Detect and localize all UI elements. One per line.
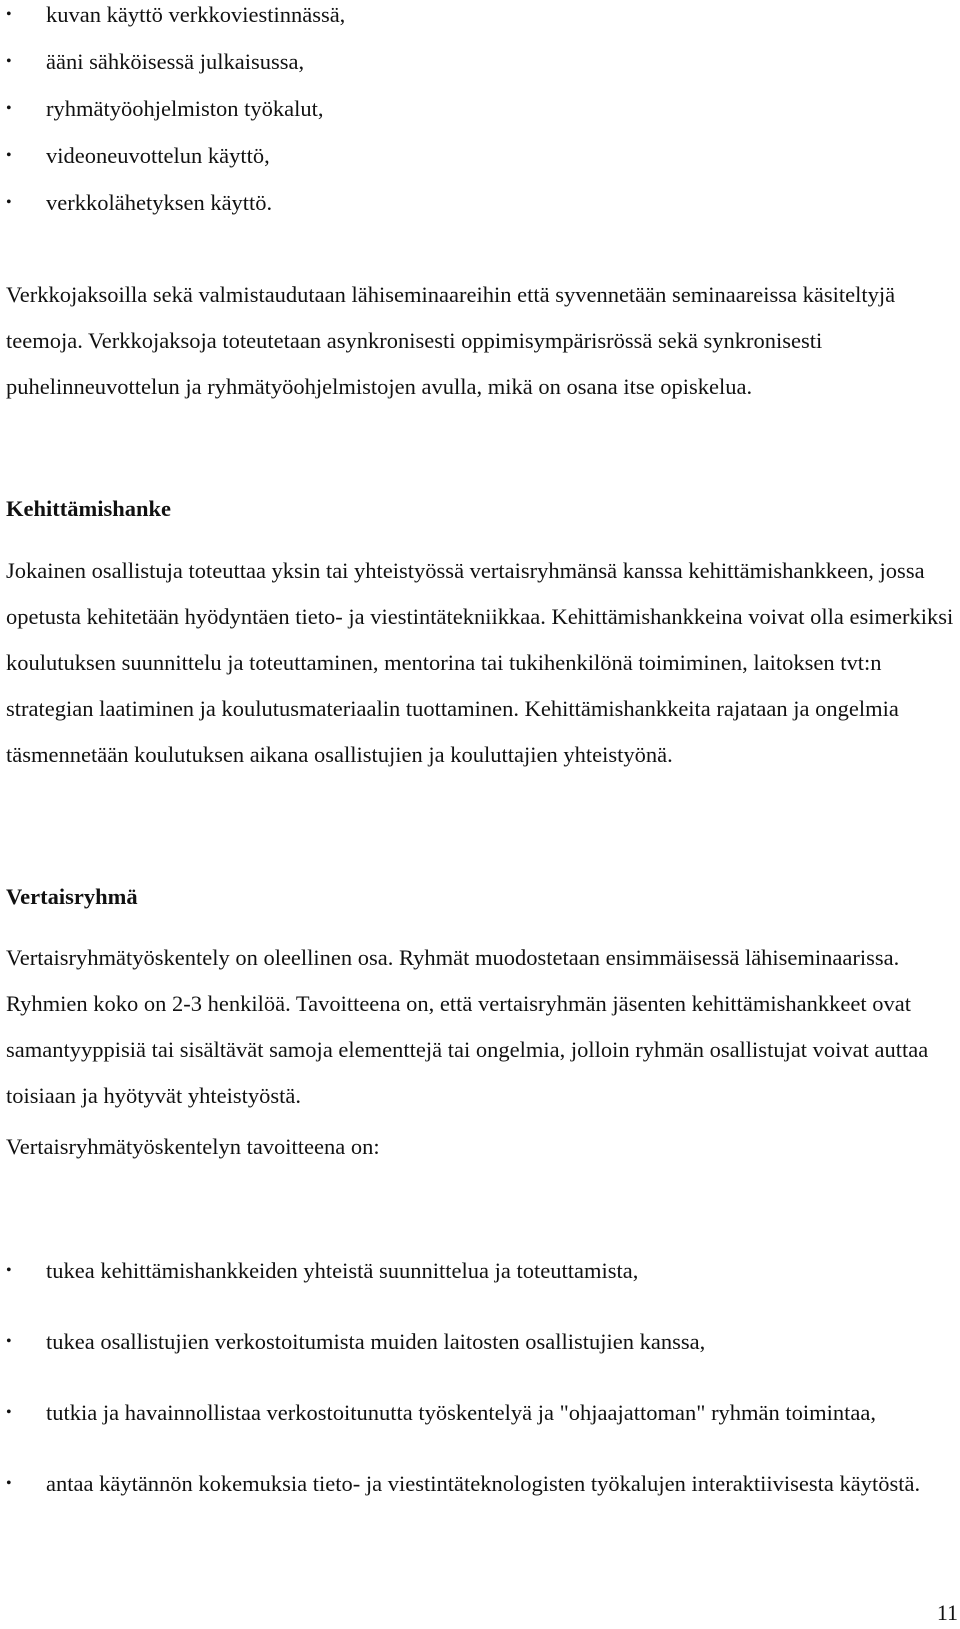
bullet-icon: • xyxy=(6,147,12,164)
bullet-icon: • xyxy=(6,1262,12,1279)
goals-bullet-list xyxy=(6,1247,936,1507)
bullet-icon: • xyxy=(6,53,12,70)
bullet-icon: • xyxy=(6,100,12,117)
bullet-icon: • xyxy=(6,1475,12,1492)
heading-kehittamishanke: Kehittämishanke xyxy=(6,496,172,521)
list-item: • tukea kehittämishankkeiden yhteistä suunnittelua ja toteuttamista, xyxy=(6,1247,936,1294)
bullet-icon: • xyxy=(6,1333,12,1350)
page-number: 11 xyxy=(936,1600,958,1625)
list-item: • kuvan käyttö verkkoviestinnässä, xyxy=(6,0,936,38)
paragraph-vertaisryhma: Vertaisryhmätyöskentely on oleellinen osa. Ryhmät muodostetaan ensimmäisessä lähiseminaarissa. Ryhmien koko on 2-3 henkilöä. Tavoitteena on, että vertaisryhmän jäsenten kehittämishankkeet ovat samantyyppisiä tai sisältävät samoja elementtejä tai ongelmia, jolloin ryhmän osallistujat voivat auttaa toisiaan ja hyötyvät yhteistyöstä. xyxy=(6,945,929,1108)
list-item: • antaa käytännön kokemuksia tieto- ja viestintäteknologisten työkalujen interaktiivisesta käytöstä. xyxy=(6,1460,936,1507)
list-item: • ryhmätyöohjelmiston työkalut, xyxy=(6,85,936,132)
list-item: • videoneuvottelun käyttö, xyxy=(6,132,936,179)
list-item: • tutkia ja havainnollistaa verkostoitunutta työskentelyä ja "ohjaajattoman" ryhmän toimintaa, xyxy=(6,1389,936,1436)
bullet-icon: • xyxy=(6,194,12,211)
list-item: • verkkolähetyksen käyttö. xyxy=(6,179,936,226)
bullet-icon: • xyxy=(6,6,12,23)
list-item: • ääni sähköisessä julkaisussa, xyxy=(6,38,936,85)
paragraph-tavoitteet-intro: Vertaisryhmätyöskentelyn tavoitteena on: xyxy=(6,1134,380,1159)
paragraph-kehittamishanke: Jokainen osallistuja toteuttaa yksin tai yhteistyössä vertaisryhmänsä kanssa kehittämishankkeen, jossa opetusta kehitetään hyödyntäen tieto- ja viestintätekniikkaa. Kehittämishankkeina voivat olla esimerkiksi koulutuksen suunnittelu ja toteuttaminen, mentorina tai tukihenkilönä toimiminen, laitoksen tvt:n strategian laatiminen ja koulutusmateriaalin tuottaminen. Kehittämishankkeita rajataan ja ongelmia täsmennetään koulutuksen aikana osallistujien ja kouluttajien yhteistyönä. xyxy=(6,558,954,767)
list-item: • tukea osallistujien verkostoitumista muiden laitosten osallistujien kanssa, xyxy=(6,1318,936,1365)
bullet-icon: • xyxy=(6,1404,12,1421)
paragraph-verkkojaksot: Verkkojaksoilla sekä valmistaudutaan lähiseminaareihin että syvennetään seminaareissa käsiteltyjä teemoja. Verkkojaksoja toteutetaan asynkronisesti oppimisympärisrössä sekä synkronisesti puhelinneuvottelun ja ryhmätyöohjelmistojen avulla, mikä on osana itse opiskelua. xyxy=(6,282,896,399)
top-bullet-list xyxy=(6,0,936,226)
heading-vertaisryhma: Vertaisryhmä xyxy=(6,884,138,909)
